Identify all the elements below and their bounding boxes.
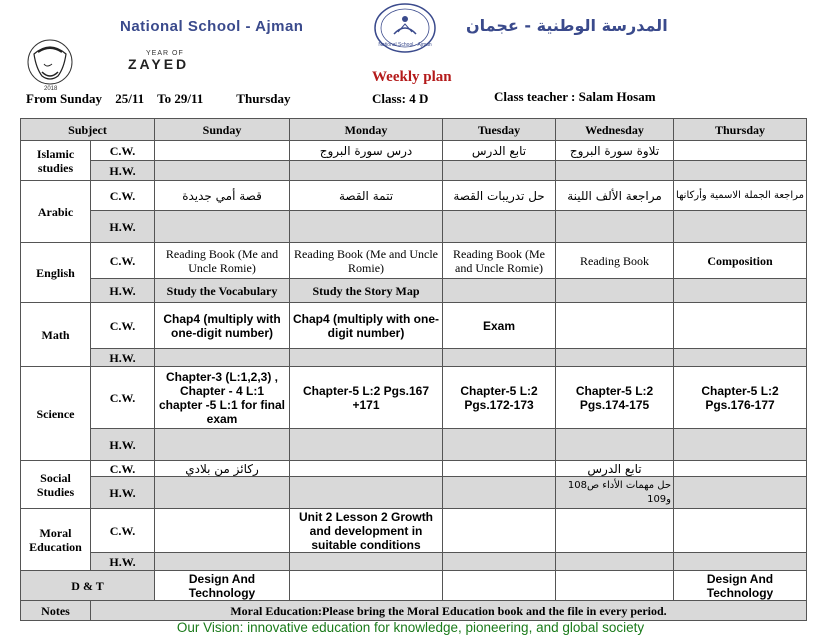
logo-year-of: YEAR OF bbox=[146, 50, 184, 57]
moral-cw-tuesday bbox=[443, 509, 556, 553]
english-cw-monday: Reading Book (Me and Uncle Romie) bbox=[290, 243, 443, 279]
notes-text: Moral Education:Please bring the Moral Education book and the file in every period. bbox=[91, 601, 807, 621]
dt-wednesday bbox=[556, 571, 674, 601]
islamic-hw-tuesday bbox=[443, 161, 556, 181]
arabic-cw-monday: تتمة القصة bbox=[290, 181, 443, 211]
islamic-hw-row bbox=[21, 161, 807, 181]
math-hw-thursday bbox=[674, 349, 807, 367]
header-subject: Subject bbox=[21, 119, 155, 141]
math-cw-thursday bbox=[674, 303, 807, 349]
teacher-value: Salam Hosam bbox=[578, 89, 656, 104]
science-hw-thursday bbox=[674, 429, 807, 461]
teacher-info bbox=[494, 89, 656, 105]
social-hw-tuesday bbox=[443, 477, 556, 509]
math-hw-row bbox=[21, 349, 807, 367]
social-hw-monday bbox=[290, 477, 443, 509]
dt-row bbox=[21, 571, 807, 601]
cw-label: C.W. bbox=[91, 509, 155, 553]
logo-zayed: ZAYED bbox=[128, 56, 190, 72]
seal-text: National School - Ajman bbox=[378, 42, 432, 48]
social-hw-sunday bbox=[155, 477, 290, 509]
math-hw-wednesday bbox=[556, 349, 674, 367]
hw-label: H.W. bbox=[91, 349, 155, 367]
islamic-cw-monday: درس سورة البروج bbox=[290, 141, 443, 161]
moral-hw-tuesday bbox=[443, 553, 556, 571]
teacher-label: Class teacher : bbox=[494, 89, 576, 104]
year-of-zayed-logo bbox=[14, 38, 234, 92]
header-tuesday: Tuesday bbox=[443, 119, 556, 141]
english-hw-row bbox=[21, 279, 807, 303]
english-hw-wednesday bbox=[556, 279, 674, 303]
science-hw-monday bbox=[290, 429, 443, 461]
subject-math: Math bbox=[21, 303, 91, 367]
english-cw-tuesday: Reading Book (Me and Uncle Romie) bbox=[443, 243, 556, 279]
hw-label: H.W. bbox=[91, 211, 155, 243]
arabic-cw-wednesday: مراجعة الألف اللينة bbox=[556, 181, 674, 211]
header-monday: Monday bbox=[290, 119, 443, 141]
math-cw-sunday: Chap4 (multiply with one-digit number) bbox=[155, 303, 290, 349]
math-hw-tuesday bbox=[443, 349, 556, 367]
subject-moral: Moral Education bbox=[21, 509, 91, 571]
subject-english: English bbox=[21, 243, 91, 303]
english-hw-thursday bbox=[674, 279, 807, 303]
subject-notes: Notes bbox=[21, 601, 91, 621]
school-vision: Our Vision: innovative education for knowledge, pioneering, and global society bbox=[176, 620, 645, 635]
islamic-hw-monday bbox=[290, 161, 443, 181]
social-cw-wednesday: تابع الدرس bbox=[556, 461, 674, 477]
islamic-cw-thursday bbox=[674, 141, 807, 161]
science-hw-tuesday bbox=[443, 429, 556, 461]
hw-label: H.W. bbox=[91, 477, 155, 509]
science-hw-wednesday bbox=[556, 429, 674, 461]
dt-tuesday bbox=[443, 571, 556, 601]
english-cw-wednesday: Reading Book bbox=[556, 243, 674, 279]
arabic-hw-thursday bbox=[674, 211, 807, 243]
islamic-hw-wednesday bbox=[556, 161, 674, 181]
arabic-cw-row bbox=[21, 181, 807, 211]
header-wednesday: Wednesday bbox=[556, 119, 674, 141]
cw-label: C.W. bbox=[91, 461, 155, 477]
weekly-plan-title: Weekly plan bbox=[372, 69, 452, 85]
cw-label: C.W. bbox=[91, 243, 155, 279]
dt-thursday: Design And Technology bbox=[674, 571, 807, 601]
arabic-hw-sunday bbox=[155, 211, 290, 243]
math-hw-monday bbox=[290, 349, 443, 367]
science-cw-tuesday: Chapter-5 L:2 Pgs.172-173 bbox=[443, 367, 556, 429]
science-hw-row bbox=[21, 429, 807, 461]
hw-label: H.W. bbox=[91, 429, 155, 461]
english-hw-tuesday bbox=[443, 279, 556, 303]
moral-hw-row bbox=[21, 553, 807, 571]
english-hw-sunday: Study the Vocabulary bbox=[155, 279, 290, 303]
subject-arabic: Arabic bbox=[21, 181, 91, 243]
cw-label: C.W. bbox=[91, 141, 155, 161]
weekly-plan-table bbox=[20, 118, 807, 621]
arabic-cw-tuesday: حل تدريبات القصة bbox=[443, 181, 556, 211]
moral-hw-thursday bbox=[674, 553, 807, 571]
cw-label: C.W. bbox=[91, 367, 155, 429]
subject-science: Science bbox=[21, 367, 91, 461]
science-cw-wednesday: Chapter-5 L:2 Pgs.174-175 bbox=[556, 367, 674, 429]
from-label: From Sunday bbox=[26, 91, 102, 106]
header-thursday: Thursday bbox=[674, 119, 807, 141]
islamic-cw-tuesday: تابع الدرس bbox=[443, 141, 556, 161]
arabic-hw-tuesday bbox=[443, 211, 556, 243]
social-cw-thursday bbox=[674, 461, 807, 477]
moral-cw-monday: Unit 2 Lesson 2 Growth and development in suitable conditions bbox=[290, 509, 443, 553]
subject-social: Social Studies bbox=[21, 461, 91, 509]
islamic-cw-wednesday: تلاوة سورة البروج bbox=[556, 141, 674, 161]
english-cw-thursday: Composition bbox=[674, 243, 807, 279]
moral-hw-monday bbox=[290, 553, 443, 571]
header-sunday: Sunday bbox=[155, 119, 290, 141]
math-hw-sunday bbox=[155, 349, 290, 367]
science-cw-row bbox=[21, 367, 807, 429]
subject-islamic: Islamic studies bbox=[21, 141, 91, 181]
math-cw-monday: Chap4 (multiply with one-digit number) bbox=[290, 303, 443, 349]
arabic-cw-thursday: مراجعة الجملة الاسمية وأركانها bbox=[674, 181, 807, 211]
moral-hw-wednesday bbox=[556, 553, 674, 571]
social-hw-wednesday: حل مهمات الأداء ص108 و109 bbox=[556, 477, 674, 509]
social-cw-tuesday bbox=[443, 461, 556, 477]
cw-label: C.W. bbox=[91, 303, 155, 349]
arabic-cw-sunday: قصة أمي جديدة bbox=[155, 181, 290, 211]
moral-cw-thursday bbox=[674, 509, 807, 553]
cw-label: C.W. bbox=[91, 181, 155, 211]
islamic-cw-sunday bbox=[155, 141, 290, 161]
arabic-hw-row bbox=[21, 211, 807, 243]
social-cw-row bbox=[21, 461, 807, 477]
arabic-hw-wednesday bbox=[556, 211, 674, 243]
english-cw-row bbox=[21, 243, 807, 279]
arabic-hw-monday bbox=[290, 211, 443, 243]
notes-row bbox=[21, 601, 807, 621]
school-name-english: National School - Ajman bbox=[120, 18, 304, 35]
social-cw-monday bbox=[290, 461, 443, 477]
subject-dt: D & T bbox=[21, 571, 155, 601]
social-cw-sunday: ركائز من بلادي bbox=[155, 461, 290, 477]
to-label: To 29/11 bbox=[157, 91, 204, 106]
science-cw-sunday: Chapter-3 (L:1,2,3) , Chapter - 4 L:1 chapter -5 L:1 for final exam bbox=[155, 367, 290, 429]
moral-cw-wednesday bbox=[556, 509, 674, 553]
class-value: 4 D bbox=[409, 91, 429, 106]
math-cw-row bbox=[21, 303, 807, 349]
from-date: 25/11 bbox=[115, 91, 145, 106]
class-info bbox=[372, 91, 428, 107]
school-name-arabic: المدرسة الوطنية - عجمان bbox=[466, 16, 668, 35]
moral-cw-row bbox=[21, 509, 807, 553]
moral-hw-sunday bbox=[155, 553, 290, 571]
hw-label: H.W. bbox=[91, 553, 155, 571]
math-cw-tuesday: Exam bbox=[443, 303, 556, 349]
science-cw-monday: Chapter-5 L:2 Pgs.167 +171 bbox=[290, 367, 443, 429]
social-hw-thursday bbox=[674, 477, 807, 509]
science-cw-thursday: Chapter-5 L:2 Pgs.176-177 bbox=[674, 367, 807, 429]
dt-sunday: Design And Technology bbox=[155, 571, 290, 601]
math-cw-wednesday bbox=[556, 303, 674, 349]
header-row bbox=[21, 119, 807, 141]
english-cw-sunday: Reading Book (Me and Uncle Romie) bbox=[155, 243, 290, 279]
science-hw-sunday bbox=[155, 429, 290, 461]
class-label: Class: bbox=[372, 91, 406, 106]
islamic-hw-thursday bbox=[674, 161, 807, 181]
hw-label: H.W. bbox=[91, 279, 155, 303]
islamic-hw-sunday bbox=[155, 161, 290, 181]
moral-cw-sunday bbox=[155, 509, 290, 553]
to-day: Thursday bbox=[236, 91, 291, 106]
social-hw-row bbox=[21, 477, 807, 509]
english-hw-monday: Study the Story Map bbox=[290, 279, 443, 303]
dt-monday bbox=[290, 571, 443, 601]
islamic-cw-row bbox=[21, 141, 807, 161]
hw-label: H.W. bbox=[91, 161, 155, 181]
logo-year: 2018 bbox=[44, 86, 58, 92]
school-seal-icon bbox=[360, 2, 450, 54]
page-header bbox=[0, 0, 821, 118]
date-range bbox=[26, 91, 291, 107]
